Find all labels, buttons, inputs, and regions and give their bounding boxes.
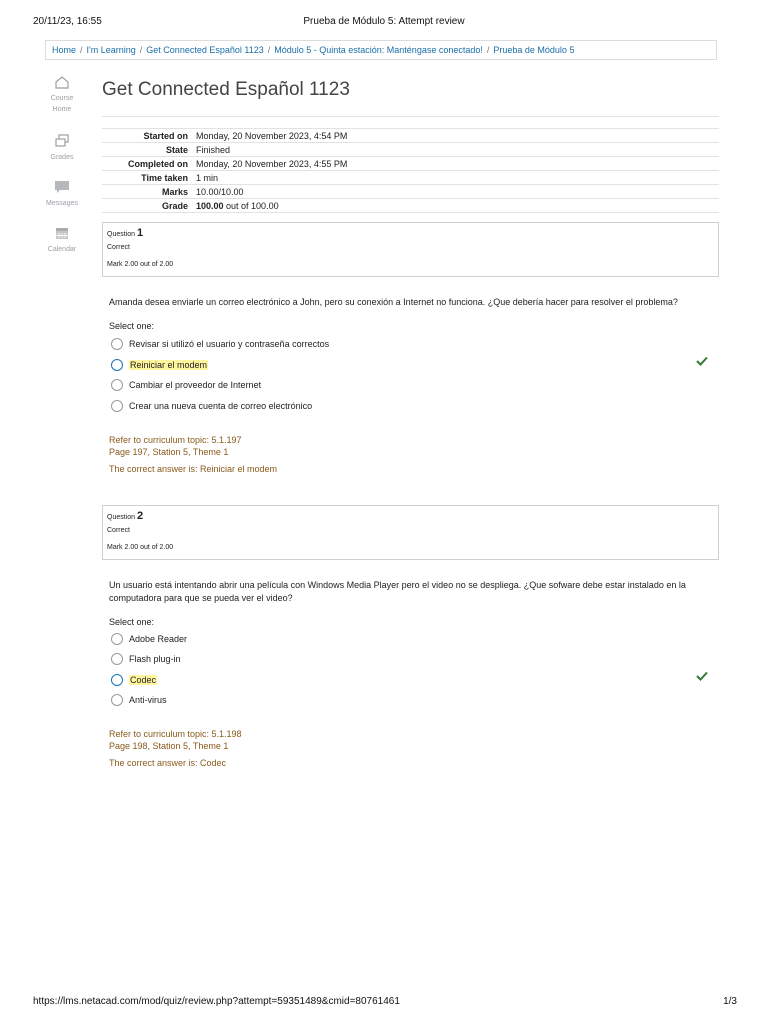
select-one-label: Select one:	[109, 617, 155, 627]
question-mark: Mark 2.00 out of 2.00	[107, 544, 174, 551]
breadcrumb-im-learning[interactable]: I'm Learning	[86, 45, 136, 55]
select-one-label: Select one:	[109, 321, 155, 331]
messages-icon	[54, 180, 70, 194]
answer-option[interactable]	[111, 632, 187, 646]
summary-row	[102, 143, 719, 157]
summary-value: Monday, 20 November 2023, 4:54 PM	[192, 129, 719, 143]
summary-key: Completed on	[102, 157, 192, 171]
question-text	[109, 579, 709, 605]
question-label: Question	[107, 514, 136, 521]
answer-option-label: Adobe Reader	[129, 634, 188, 644]
print-url: https://lms.netacad.com/mod/quiz/review.php?attempt=59351489&cmid=80761461	[33, 996, 400, 1007]
question-text-line: Un usuario está intentando abrir una película con Windows Media Player pero el video no se despliega. ¿Que sofware debe estar instalado en la	[109, 580, 686, 590]
radio-button[interactable]	[111, 338, 123, 350]
feedback-correct-answer: The correct answer is: Codec	[109, 758, 227, 768]
sidebar-item-label: Course	[50, 95, 74, 102]
sidebar-item-course-home[interactable]	[40, 76, 84, 115]
grade-value: 100.00	[196, 200, 224, 211]
page-title: Get Connected Español 1123	[102, 79, 350, 100]
answer-option-label: Revisar si utilizó el usuario y contraseña correctos	[129, 339, 330, 349]
summary-value: 10.00/10.00	[192, 185, 719, 199]
radio-button-selected[interactable]	[111, 359, 123, 371]
answer-option-label: Flash plug-in	[129, 654, 181, 664]
correct-check-icon	[696, 356, 708, 366]
radio-button-selected[interactable]	[111, 674, 123, 686]
feedback-refer: Refer to curriculum topic: 5.1.197	[109, 435, 242, 445]
summary-key: State	[102, 143, 192, 157]
question-state: Correct	[107, 527, 130, 534]
answer-option-label: Codec	[130, 675, 157, 685]
answer-option[interactable]	[111, 399, 312, 413]
summary-value	[192, 199, 719, 213]
feedback-page-ref: Page 198, Station 5, Theme 1	[109, 741, 229, 751]
feedback-page-ref: Page 197, Station 5, Theme 1	[109, 447, 229, 457]
print-datetime: 20/11/23, 16:55	[33, 16, 102, 27]
sidebar-item-messages[interactable]	[40, 180, 84, 209]
sidebar-item-calendar[interactable]	[40, 226, 84, 255]
answer-option[interactable]	[111, 693, 167, 707]
answer-option-label: Cambiar el proveedor de Internet	[129, 380, 262, 390]
radio-button[interactable]	[111, 653, 123, 665]
question-text: Amanda desea enviarle un correo electrónico a John, pero su conexión a Internet no funciona. ¿Que debería hacer para resolver el problema?	[109, 297, 678, 307]
radio-button[interactable]	[111, 633, 123, 645]
breadcrumb-separator: /	[486, 45, 490, 55]
question-label: Question	[107, 231, 136, 238]
calendar-icon	[54, 226, 70, 240]
answer-option-label: Reiniciar el modem	[130, 360, 208, 370]
breadcrumb-separator: /	[139, 45, 143, 55]
question-info-box	[102, 222, 719, 277]
summary-row	[102, 171, 719, 185]
answer-option-label: Anti-virus	[129, 695, 167, 705]
question-number	[107, 510, 143, 522]
grades-icon	[54, 134, 70, 148]
question-state: Correct	[107, 244, 130, 251]
feedback-refer: Refer to curriculum topic: 5.1.198	[109, 729, 242, 739]
sidebar-item-grades[interactable]	[40, 134, 84, 163]
breadcrumb-separator: /	[80, 45, 83, 55]
summary-value: Monday, 20 November 2023, 4:55 PM	[192, 157, 719, 171]
question-number-value: 1	[137, 227, 144, 239]
summary-value: Finished	[192, 143, 719, 157]
sidebar-item-label: Grades	[50, 154, 74, 161]
summary-row	[102, 199, 719, 213]
breadcrumb-home[interactable]: Home	[52, 45, 77, 55]
summary-key: Marks	[102, 185, 192, 199]
sidebar-item-label: Home	[52, 106, 72, 113]
question-number	[107, 227, 143, 239]
breadcrumb	[45, 40, 717, 60]
divider	[102, 116, 719, 117]
breadcrumb-course[interactable]: Get Connected Español 1123	[146, 45, 264, 55]
summary-row	[102, 157, 719, 171]
summary-key: Time taken	[102, 171, 192, 185]
question-info-box	[102, 505, 719, 560]
home-icon	[54, 76, 70, 89]
answer-option-label: Crear una nueva cuenta de correo electrónico	[129, 401, 313, 411]
summary-key: Started on	[102, 129, 192, 143]
radio-button[interactable]	[111, 694, 123, 706]
grade-out-of: out of 100.00	[223, 200, 279, 211]
radio-button[interactable]	[111, 400, 123, 412]
answer-option[interactable]	[111, 337, 329, 351]
print-title: Prueba de Módulo 5: Attempt review	[303, 16, 465, 27]
breadcrumb-quiz[interactable]: Prueba de Módulo 5	[493, 45, 575, 55]
summary-row	[102, 129, 719, 143]
feedback-correct-answer: The correct answer is: Reiniciar el modem	[109, 464, 278, 474]
correct-check-icon	[696, 671, 708, 681]
answer-option-selected[interactable]	[111, 673, 157, 687]
answer-option[interactable]	[111, 652, 181, 666]
breadcrumb-module[interactable]: Módulo 5 - Quinta estación: Manténgase conectado!	[274, 45, 483, 55]
question-text-line: computadora para que se pueda ver el video?	[109, 593, 293, 603]
sidebar-item-label: Calendar	[47, 246, 77, 253]
radio-button[interactable]	[111, 379, 123, 391]
answer-option-selected[interactable]	[111, 358, 208, 372]
print-header	[0, 16, 768, 30]
question-number-value: 2	[137, 510, 144, 522]
summary-key: Grade	[102, 199, 192, 213]
question-mark: Mark 2.00 out of 2.00	[107, 261, 174, 268]
print-page-number: 1/3	[723, 996, 737, 1007]
attempt-summary-table	[102, 128, 719, 213]
answer-option[interactable]	[111, 378, 261, 392]
summary-row	[102, 185, 719, 199]
breadcrumb-separator: /	[267, 45, 271, 55]
sidebar-item-label: Messages	[46, 200, 78, 207]
summary-value: 1 min	[192, 171, 719, 185]
